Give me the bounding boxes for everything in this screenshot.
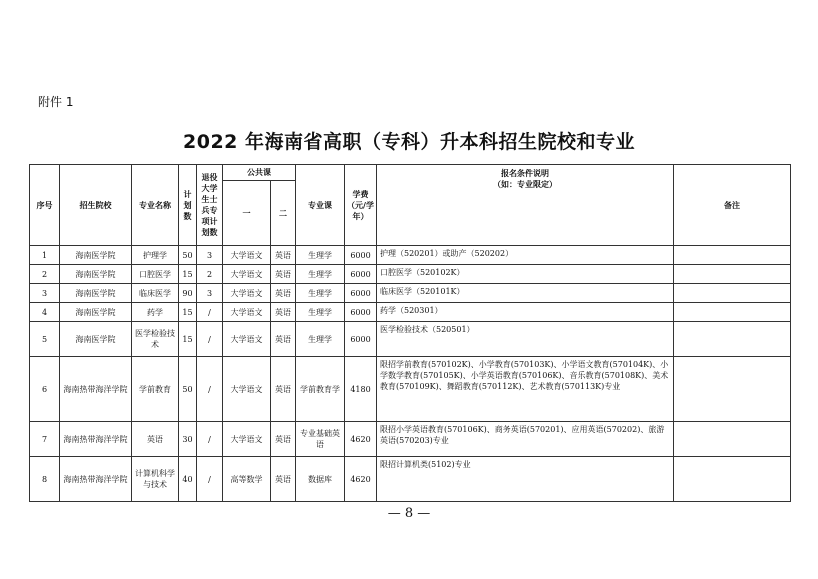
cell-seq: 8: [30, 457, 60, 502]
cell-public-1: 大学语文: [223, 322, 271, 357]
cell-conditions: 临床医学（520101K）: [377, 284, 674, 303]
cell-veteran: /: [197, 303, 223, 322]
cell-remark: [674, 457, 791, 502]
cell-major-course: 生理学: [296, 284, 345, 303]
header-public-1: 一: [223, 181, 271, 246]
cell-seq: 7: [30, 422, 60, 457]
admissions-table: [29, 164, 791, 502]
cell-remark: [674, 265, 791, 284]
cell-tuition: 6000: [345, 284, 377, 303]
cell-veteran: /: [197, 322, 223, 357]
cell-major-course: 生理学: [296, 246, 345, 265]
cell-plan: 15: [179, 265, 197, 284]
cell-major: 药学: [132, 303, 179, 322]
cell-public-2: 英语: [271, 457, 296, 502]
cell-school: 海南热带海洋学院: [60, 422, 132, 457]
cell-public-1: 大学语文: [223, 246, 271, 265]
cell-plan: 15: [179, 322, 197, 357]
cell-major-course: 专业基础英语: [296, 422, 345, 457]
cell-major-course: 生理学: [296, 322, 345, 357]
cell-public-2: 英语: [271, 422, 296, 457]
cell-major-course: 数据库: [296, 457, 345, 502]
cell-remark: [674, 322, 791, 357]
table-row: [30, 457, 791, 502]
cell-conditions: 医学检验技术（520501）: [377, 322, 674, 357]
cell-major: 学前教育: [132, 357, 179, 422]
cell-school: 海南医学院: [60, 265, 132, 284]
cell-conditions: 护理（520201）或助产（520202）: [377, 246, 674, 265]
cell-remark: [674, 357, 791, 422]
cell-seq: 5: [30, 322, 60, 357]
header-tuition: 学费（元/学年）: [345, 165, 377, 246]
cell-tuition: 6000: [345, 246, 377, 265]
header-major-course: 专业课: [296, 165, 345, 246]
cell-major-course: 学前教育学: [296, 357, 345, 422]
cell-public-2: 英语: [271, 322, 296, 357]
table-row: [30, 265, 791, 284]
cell-seq: 2: [30, 265, 60, 284]
table-row: [30, 422, 791, 457]
cell-school: 海南医学院: [60, 284, 132, 303]
cell-public-1: 大学语文: [223, 265, 271, 284]
cell-public-2: 英语: [271, 265, 296, 284]
header-remark: 备注: [674, 165, 791, 246]
cell-tuition: 4620: [345, 457, 377, 502]
cell-seq: 6: [30, 357, 60, 422]
cell-conditions: 口腔医学（520102K）: [377, 265, 674, 284]
cell-major: 英语: [132, 422, 179, 457]
cell-veteran: /: [197, 422, 223, 457]
cell-major: 临床医学: [132, 284, 179, 303]
cell-conditions: 限招计算机类(5102)专业: [377, 457, 674, 502]
cell-seq: 1: [30, 246, 60, 265]
cell-public-1: 大学语文: [223, 284, 271, 303]
cell-tuition: 4620: [345, 422, 377, 457]
header-public-2: 二: [271, 181, 296, 246]
cell-veteran: 3: [197, 246, 223, 265]
document-title: 2022 年海南省高职（专科）升本科招生院校和专业: [183, 131, 635, 153]
cell-seq: 4: [30, 303, 60, 322]
table-row: [30, 284, 791, 303]
cell-remark: [674, 246, 791, 265]
cell-tuition: 6000: [345, 303, 377, 322]
cell-major: 医学检验技术: [132, 322, 179, 357]
table-row: [30, 357, 791, 422]
cell-school: 海南医学院: [60, 322, 132, 357]
cell-school: 海南热带海洋学院: [60, 457, 132, 502]
cell-veteran: /: [197, 357, 223, 422]
cell-public-1: 大学语文: [223, 357, 271, 422]
cell-public-1: 高等数学: [223, 457, 271, 502]
header-row: [30, 165, 791, 181]
cell-plan: 40: [179, 457, 197, 502]
cell-veteran: /: [197, 457, 223, 502]
cell-tuition: 6000: [345, 322, 377, 357]
cell-major: 计算机科学与技术: [132, 457, 179, 502]
cell-plan: 90: [179, 284, 197, 303]
cell-plan: 50: [179, 246, 197, 265]
cell-public-2: 英语: [271, 284, 296, 303]
cell-conditions: 药学（520301）: [377, 303, 674, 322]
header-plan: 计划数: [179, 165, 197, 246]
cell-conditions: 限招学前教育(570102K)、小学教育(570103K)、小学语文教育(570104K)、小学数学教育(570105K)、小学英语教育(570106K)、音乐教育(570108K)、美术教育(570109K)、舞蹈教育(570112K)、艺术教育(570113K)专业: [377, 357, 674, 422]
attachment-label: 附件 1: [38, 95, 74, 109]
cell-conditions: 限招小学英语教育(570106K)、商务英语(570201)、应用英语(570202)、旅游英语(570203)专业: [377, 422, 674, 457]
cell-veteran: 3: [197, 284, 223, 303]
cell-tuition: 6000: [345, 265, 377, 284]
header-conditions: 报名条件说明 （如：专业限定）: [377, 165, 674, 246]
header-veteran: 退役大学生士兵专项计划数: [197, 165, 223, 246]
cell-remark: [674, 422, 791, 457]
cell-plan: 30: [179, 422, 197, 457]
cell-plan: 15: [179, 303, 197, 322]
table-row: [30, 322, 791, 357]
cell-plan: 50: [179, 357, 197, 422]
cell-major: 护理学: [132, 246, 179, 265]
header-major: 专业名称: [132, 165, 179, 246]
cell-tuition: 4180: [345, 357, 377, 422]
cell-public-1: 大学语文: [223, 303, 271, 322]
table-row: [30, 246, 791, 265]
header-school: 招生院校: [60, 165, 132, 246]
cell-public-2: 英语: [271, 246, 296, 265]
cell-remark: [674, 303, 791, 322]
cell-remark: [674, 284, 791, 303]
cell-public-1: 大学语文: [223, 422, 271, 457]
cell-veteran: 2: [197, 265, 223, 284]
header-seq: 序号: [30, 165, 60, 246]
cell-school: 海南医学院: [60, 303, 132, 322]
header-public-courses: 公共课: [223, 165, 296, 181]
cell-major: 口腔医学: [132, 265, 179, 284]
cell-major-course: 生理学: [296, 265, 345, 284]
cell-school: 海南医学院: [60, 246, 132, 265]
cell-public-2: 英语: [271, 357, 296, 422]
cell-major-course: 生理学: [296, 303, 345, 322]
page-number: — 8 —: [387, 506, 431, 521]
cell-public-2: 英语: [271, 303, 296, 322]
cell-seq: 3: [30, 284, 60, 303]
cell-school: 海南热带海洋学院: [60, 357, 132, 422]
table-row: [30, 303, 791, 322]
